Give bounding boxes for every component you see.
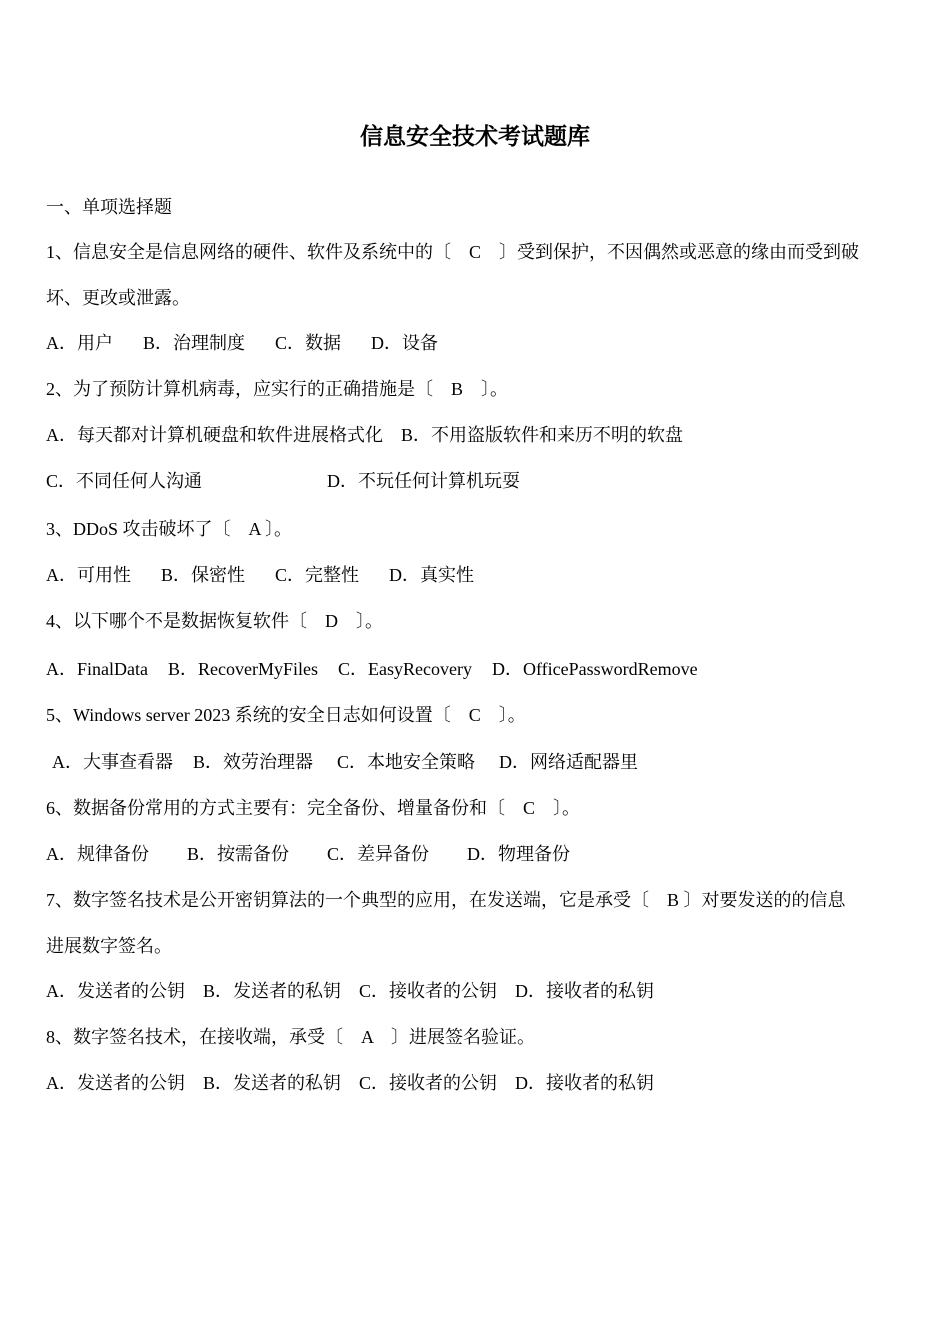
option-b: B．按需备份: [187, 844, 290, 864]
option-a: A．FinalData: [46, 659, 148, 679]
option-c: C．EasyRecovery: [337, 659, 472, 679]
question-1-stem-line1: 1、信息安全是信息网络的硬件、软件及系统中的〔 C 〕受到保护，不因偶然或恶意的缘由而受到破: [46, 242, 860, 262]
option-a: A．可用性: [46, 565, 131, 585]
option-b: B．发送者的私钥: [203, 981, 342, 1001]
option-a: A．发送者的公钥: [46, 981, 185, 1001]
option-a: A．发送者的公钥: [46, 1073, 185, 1093]
question-8-stem: 8、数字签名技术，在接收端，承受〔 A 〕进展签名验证。: [46, 1027, 536, 1047]
option-c: C．本地安全策略: [337, 752, 476, 772]
option-c: C．完整性: [275, 565, 360, 585]
section-heading: 一、单项选择题: [46, 197, 172, 217]
question-2-stem: 2、为了预防计算机病毒，应实行的正确措施是〔 B 〕。: [46, 379, 509, 399]
question-3-options: [46, 563, 474, 587]
question-2-options-ab: [46, 423, 683, 447]
question-2-options-cd: [46, 469, 520, 493]
question-4-stem: 4、以下哪个不是数据恢复软件〔 D 〕。: [46, 611, 383, 631]
question-3-stem: 3、DDoS 攻击破坏了〔 A 〕。: [46, 519, 293, 539]
option-a: A．规律备份: [46, 844, 149, 864]
question-6-stem: 6、数据备份常用的方式主要有：完全备份、增量备份和〔 C 〕。: [46, 798, 581, 818]
option-b: B．保密性: [161, 565, 246, 585]
question-6-options: [46, 842, 570, 866]
option-b: B．发送者的私钥: [203, 1073, 342, 1093]
option-a: A．用户: [46, 333, 113, 353]
option-d: D．网络适配器里: [499, 752, 639, 772]
option-d: D．接收者的私钥: [515, 1073, 655, 1093]
option-b: B．效劳治理器: [193, 752, 314, 772]
option-d: D．设备: [371, 333, 439, 353]
option-c: C．接收者的公钥: [359, 981, 498, 1001]
option-b: B．治理制度: [143, 333, 246, 353]
option-c: C．接收者的公钥: [359, 1073, 498, 1093]
option-b: B．不用盗版软件和来历不明的软盘: [401, 425, 684, 445]
question-5-options: [52, 750, 638, 774]
question-7-stem-line2: 进展数字签名。: [46, 936, 172, 956]
question-1-options: [46, 331, 438, 355]
option-d: D．接收者的私钥: [515, 981, 655, 1001]
question-7-stem-line1: 7、数字签名技术是公开密钥算法的一个典型的应用，在发送端，它是承受〔 B 〕对要发送的的信息: [46, 890, 846, 910]
option-a: A．每天都对计算机硬盘和软件进展格式化: [46, 425, 383, 445]
question-5-stem: 5、Windows server 2023 系统的安全日志如何设置〔 C 〕。: [46, 705, 526, 725]
option-c: C．差异备份: [327, 844, 430, 864]
option-d: D．不玩任何计算机玩耍: [327, 471, 520, 491]
option-d: D．真实性: [389, 565, 475, 585]
question-8-options: [46, 1071, 654, 1095]
question-7-options: [46, 979, 654, 1003]
option-d: D．物理备份: [467, 844, 571, 864]
question-1-stem-line2: 坏、更改或泄露。: [46, 288, 190, 308]
option-c: C．数据: [275, 333, 342, 353]
option-c: C．不同任何人沟通: [46, 471, 203, 491]
option-a: A．大事查看器: [52, 752, 173, 772]
question-4-options: [46, 657, 698, 681]
page-title: 信息安全技术考试题库: [360, 124, 590, 150]
option-d: D．OfficePasswordRemove: [491, 659, 698, 679]
option-b: B．RecoverMyFiles: [167, 659, 318, 679]
